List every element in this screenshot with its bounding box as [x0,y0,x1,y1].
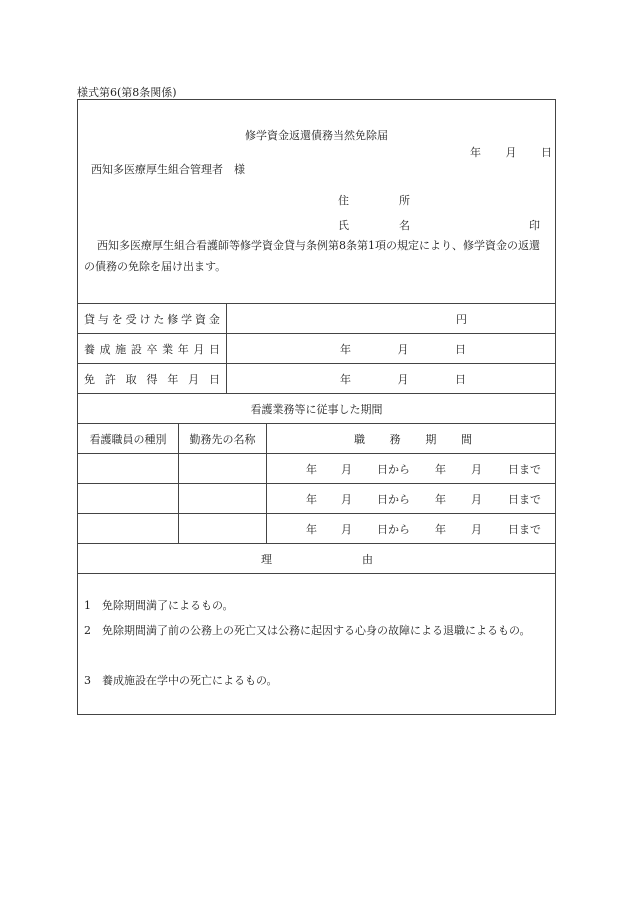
address-label [338,192,410,208]
duty-char-4: 間 [460,432,472,446]
label-char: 月 [188,372,200,386]
header-staff-type: 看護職員の種別 [89,432,167,446]
to-month: 月 [471,462,482,476]
label-char: 年 [177,342,189,356]
from-year: 年 [306,492,317,506]
from-month: 月 [341,522,352,536]
from-month: 月 [341,492,352,506]
label-char: 得 [146,372,158,386]
info-value-yen [456,304,467,333]
period-row-dates [266,454,555,483]
period-row-workplace[interactable] [179,454,266,483]
period-row-staff-type[interactable] [78,454,178,483]
to-month: 月 [471,522,482,536]
label-char: 業 [162,342,174,356]
info-label-license-date [84,364,220,393]
label-char: 金 [208,312,220,326]
graduation-year: 年 [340,342,351,356]
label-char: 成 [99,342,111,356]
reason-label [261,544,373,573]
to-day: 日まで [508,522,541,536]
form-number: 様式第6(第8条関係) [77,86,177,99]
seal-mark: 印 [529,219,540,232]
to-day: 日まで [508,462,541,476]
duty-char-2: 務 [389,432,401,446]
from-year: 年 [306,462,317,476]
label-char: 施 [115,342,127,356]
from-year: 年 [306,522,317,536]
header-duty-period [354,424,472,453]
label-char: 学 [181,312,193,326]
to-year: 年 [435,462,446,476]
form-title: 修学資金返還債務当然免除届 [245,129,388,142]
graduation-day: 日 [455,342,466,356]
reason-item-1: 1 免除期間満了によるもの。 [84,599,234,612]
reason-char-2: 由 [362,552,373,566]
to-year: 年 [435,522,446,536]
from-day: 日から [377,522,410,536]
to-day: 日まで [508,492,541,506]
info-value-graduation-date [340,334,466,363]
label-char: 免 [84,372,95,386]
addressee: 西知多医療厚生組合管理者 様 [91,163,245,176]
label-char: 養 [84,342,95,356]
yen-unit: 円 [456,312,467,326]
period-row-dates [266,484,555,513]
period-row-staff-type[interactable] [78,514,178,543]
duty-char-1: 職 [354,432,365,446]
label-char: 与 [97,312,109,326]
date-year: 年 [470,146,481,159]
date-day: 日 [541,146,552,159]
graduation-month: 月 [397,342,409,356]
label-char: を [111,312,123,326]
reason-item-3: 3 養成施設在学中の死亡によるもの。 [84,674,278,687]
label-char: 日 [209,342,220,356]
reason-char-1: 理 [261,552,272,566]
from-day: 日から [377,462,410,476]
duty-char-3: 期 [425,432,437,446]
label-char: 年 [167,372,179,386]
header-workplace: 勤務先の名称 [189,432,256,446]
to-year: 年 [435,492,446,506]
label-char: 貸 [84,312,95,326]
name-label [338,217,410,233]
license-month: 月 [397,372,409,386]
period-row-dates [266,514,555,543]
period-row-workplace[interactable] [179,484,266,513]
license-year: 年 [340,372,351,386]
label-char: け [139,312,151,326]
divider-info-col [226,303,227,393]
from-month: 月 [341,462,352,476]
to-month: 月 [471,492,482,506]
info-label-loan-amount [84,304,220,333]
period-section-title: 看護業務等に従事した期間 [250,402,383,416]
name-label-char-2: 名 [399,219,410,232]
label-char: 許 [104,372,116,386]
label-char: 日 [208,372,220,386]
info-value-license-date [340,364,466,393]
label-char: 取 [125,372,137,386]
info-label-graduation-date [84,334,220,363]
label-char: 修 [167,312,179,326]
date-month: 月 [505,146,517,159]
form-frame [77,99,556,715]
address-label-char-1: 住 [338,194,349,207]
statement-text: 西知多医療厚生組合看護師等修学資金貸与条例第8条第1項の規定により、修学資金の返還の債務の免除を届け出ます。 [84,239,540,273]
from-day: 日から [377,492,410,506]
license-day: 日 [455,372,466,386]
submission-date [470,144,552,160]
label-char: た [153,312,165,326]
period-row-workplace[interactable] [179,514,266,543]
name-label-char-1: 氏 [338,219,349,232]
label-char: 月 [193,342,205,356]
label-char: 卒 [146,342,158,356]
address-label-char-2: 所 [399,194,410,207]
divider-reason-label [78,573,555,574]
label-char: 資 [195,312,206,326]
reason-item-2: 2 免除期間満了前の公務上の死亡又は公務に起因する心身の故障による退職によるもの。 [84,624,531,637]
label-char: 設 [130,342,142,356]
period-row-staff-type[interactable] [78,484,178,513]
label-char: 受 [125,312,137,326]
